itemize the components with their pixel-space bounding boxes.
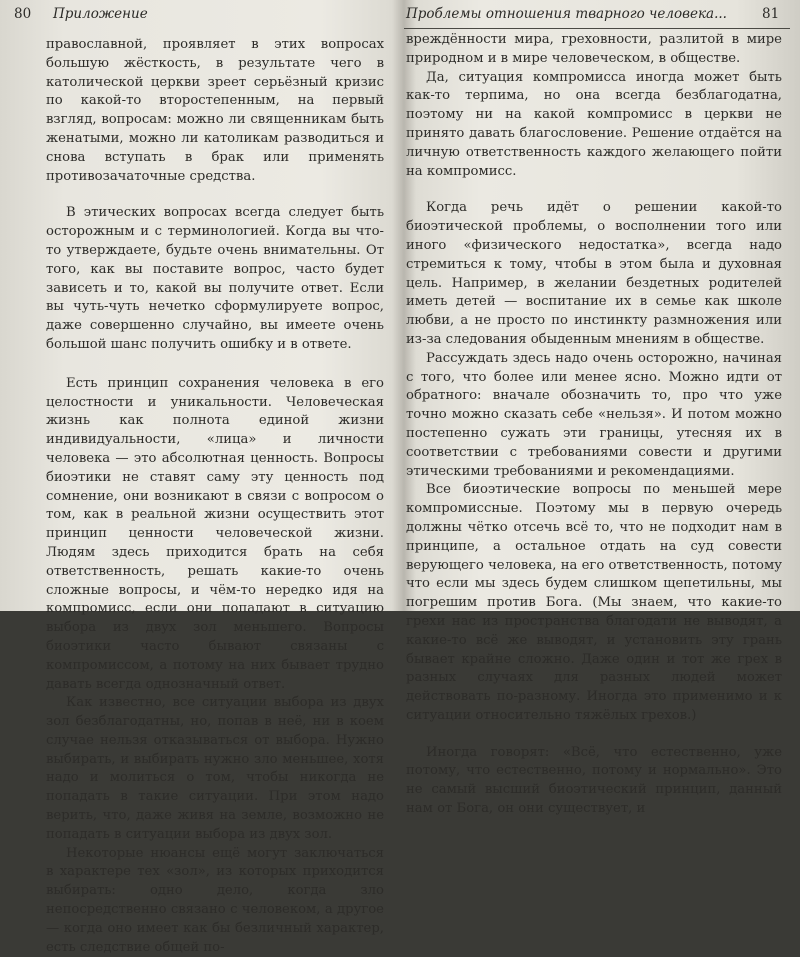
header-rule [404, 28, 790, 29]
right-page-text [406, 31, 782, 819]
right-running-head: Проблемы отношения тварного человека... [406, 6, 727, 22]
paragraph: Рассуждать здесь надо очень осторожно, начиная с того, что более или менее ясно. Можно идти от обратного: вначале обозначить то, про что уже точно можно сказать себе «нельзя». И потом можно постепенно сужать эти границы, утесняя их в соответствии с требованиями совести и другими этическими требованиями и рекомендациями. [406, 350, 782, 479]
paragraph: Некоторые нюансы ещё могут заключаться в характере тех «зол», из которых приходится выбирать: одно дело, когда зло непосредственно связано с человеком, а другое — когда оно имеет как бы безличный характер, есть следствие общей по- [46, 845, 384, 955]
paragraph: православной, проявляет в этих вопросах большую жёсткость, в результате чего в католической церкви зреет серьёзный кризис по какой-то второстепенным, на первый взгляд, вопросам: можно ли священникам быть женатыми, можно ли католикам разводиться и снова вступать в брак или применять противозачаточные средства. [46, 37, 384, 184]
right-page-number: 81 [762, 6, 780, 22]
paragraph: Да, ситуация компромисса иногда может быть как-то терпима, но она всегда безблагодатна, поэтому ни на какой компромисс в церкви не принято давать благословение. Решение отдаётся на личную ответственность каждого желающего пойти на компромисс. [406, 69, 782, 179]
paragraph: Иногда говорят: «Всё, что естественно, уже потому, что естественно, потому и нормально». Это не самый высший биоэтический принцип, данный нам от Бога, он они существует, и [406, 744, 782, 817]
paragraph: Все биоэтические вопросы по меньшей мере компромиссные. Поэтому мы в первую очередь должны чётко отсечь всё то, что не подходит нам в принципе, а остальное отдать на суд совести верующего человека, на его ответственность, потому что если мы здесь будем слишком щепетильны, мы погрешим против Бога. (Мы знаем, что какие-то грехи нас из пространства благодати не выводят, а какие-то всё же выводят, и установить эту грань бывает крайне сложно. Даже один и тот же грех в разных случаях для разных людей может действовать по-разному. Иногда это применимо и к ситуации относительно тяжёлых грехов.) [406, 482, 782, 723]
left-page [0, 0, 400, 955]
paragraph: Как известно, все ситуации выбора из двух зол безблагодатны, но, попав в неё, ни в коем случае нельзя отказываться от выбора. Нужно выбирать, и выбирать нужно зло меньшее, хотя надо и молиться о том, чтобы никогда не попадать в такие ситуации. При этом надо верить, что, даже живя на земле, возможно не попадать в ситуации выбора из двух зол. [46, 695, 384, 842]
paragraph: Когда речь идёт о решении какой-то биоэтической проблемы, о восполнении того или иного «физического недостатка», всегда надо стремиться к тому, чтобы в этом была и духовная цель. Например, в желании бездетных родителей иметь детей — воспитание их в семье как школе любви, а не просто по инстинкту размножения или из-за следования обыденным мнениям в обществе. [406, 200, 782, 347]
paragraph: Есть принцип сохранения человека в его целостности и уникальности. Человеческая жизнь как полнота единой жизни индивидуальности, «лица» и личности человека — это абсолютная ценность. Вопросы биоэтики не ставят саму эту ценность под сомнение, они возникают в связи с вопросом о том, как в реальной жизни осуществить этот принцип ценности человеческой жизни. Людям здесь приходится брать на себя ответственность, решать какие-то очень сложные вопросы, и чём-то нередко идя на компромисс, если они попадают в ситуацию выбора из двух зол меньшего. Вопросы биоэтики часто бывают связаны с компромиссом, а потому на них бывает трудно давать всегда однозначный ответ. [46, 375, 384, 692]
left-running-head: Приложение [53, 6, 148, 22]
paragraph: В этических вопросах всегда следует быть осторожным и с терминологией. Когда вы что-то утверждаете, будьте очень внимательны. От того, как вы поставите вопрос, часто будет зависеть и то, какой вы получите ответ. Если вы чуть-чуть нечетко сформулируете вопрос, даже совершенно случайно, вы имеете очень большой шанс получить ошибку и в ответе. [46, 205, 384, 352]
right-page [400, 0, 800, 817]
left-page-text [46, 36, 384, 957]
left-page-number: 80 [14, 6, 32, 22]
paragraph: вреждённости мира, греховности, разлитой в мире природном и в мире человеческом, в обществе. [406, 32, 782, 66]
